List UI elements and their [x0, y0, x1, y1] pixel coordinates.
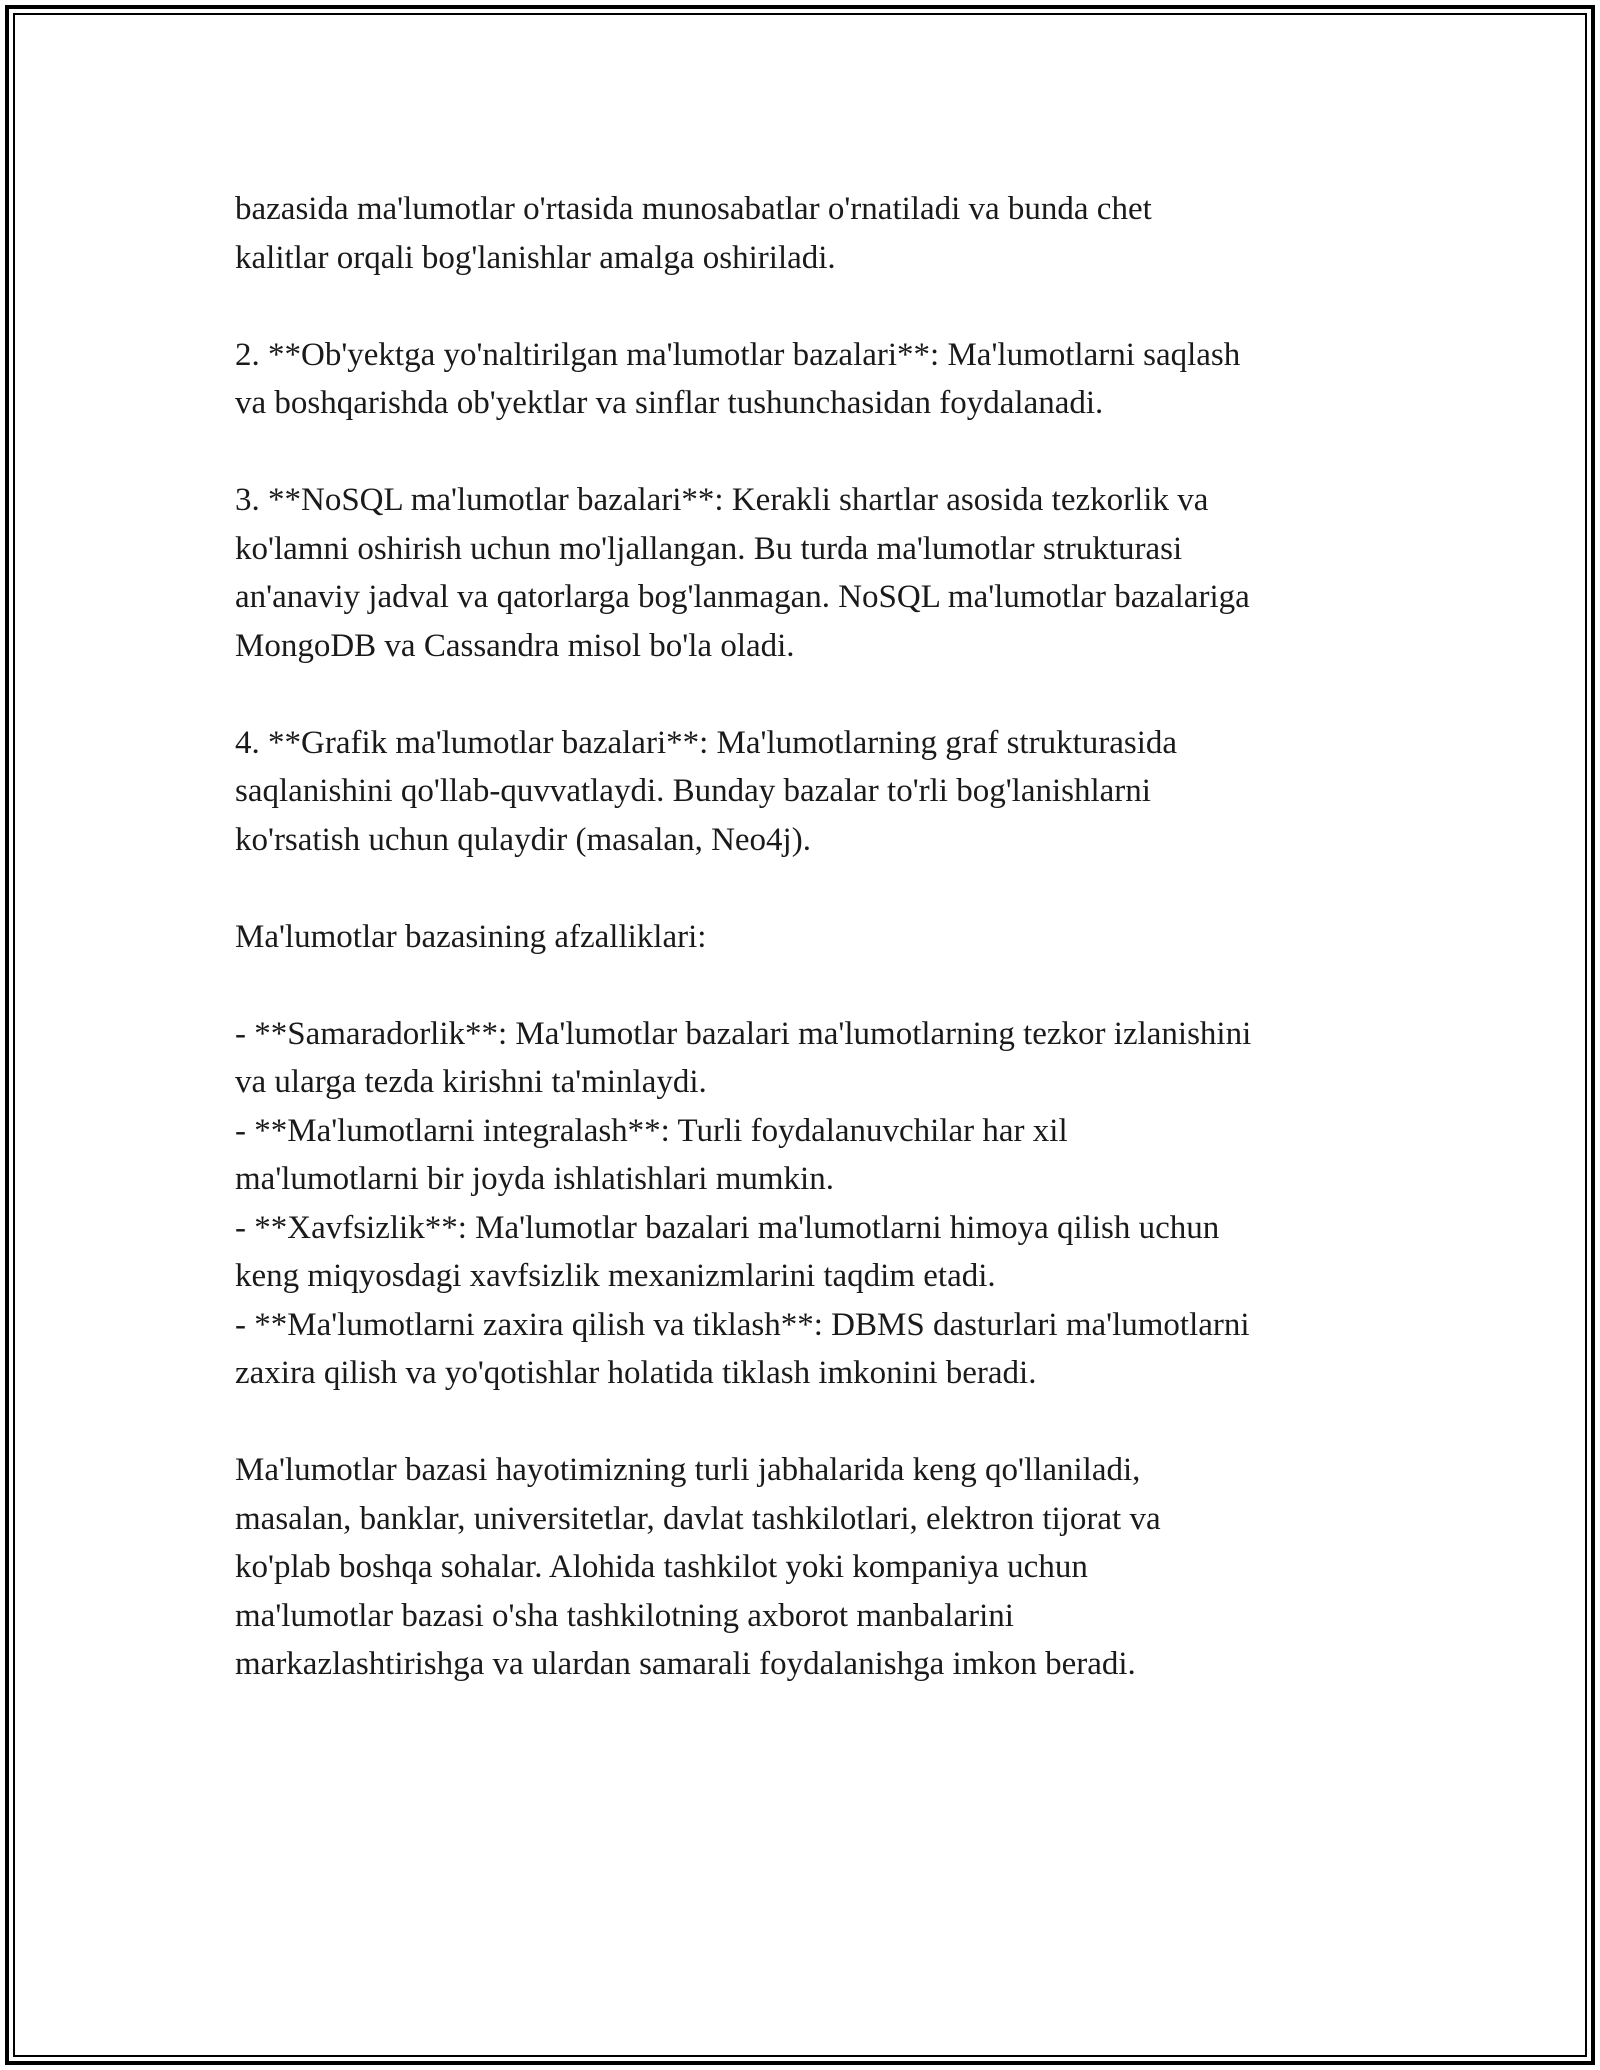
text-line: 3. **NoSQL ma'lumotlar bazalari**: Kerakli shartlar asosida tezkorlik va	[235, 482, 1209, 518]
section-heading: Ma'lumotlar bazasining afzalliklari:	[235, 918, 707, 955]
text-line: va boshqarishda ob'yektlar va sinflar tushunchasidan foydalanadi.	[235, 385, 1104, 421]
document-body	[235, 185, 1415, 1689]
paragraph-gap	[235, 961, 1415, 1010]
text-line: ko'rsatish uchun qulaydir (masalan, Neo4j).	[235, 821, 811, 858]
paragraph-gap	[235, 864, 1415, 913]
bullet-line: - **Ma'lumotlarni integralash**: Turli foydalanuvchilar har xil	[235, 1112, 1068, 1149]
text-line: markazlashtirishga va ulardan samarali foydalanishga imkon beradi.	[235, 1646, 1136, 1682]
paragraph-gap	[235, 428, 1415, 477]
bullet-line: - **Ma'lumotlarni zaxira qilish va tiklash**: DBMS dasturlari ma'lumotlarni	[235, 1306, 1250, 1343]
text-line: bazasida ma'lumotlar o'rtasida munosabatlar o'rnatiladi va bunda chet	[235, 191, 1152, 227]
text-line: ko'lamni oshirish uchun mo'ljallangan. Bu turda ma'lumotlar strukturasi	[235, 530, 1183, 567]
text-line: 4. **Grafik ma'lumotlar bazalari**: Ma'lumotlarning graf strukturasida	[235, 724, 1178, 761]
text-line: 2. **Ob'yektga yo'naltirilgan ma'lumotlar bazalari**: Ma'lumotlarni saqlash	[235, 336, 1241, 373]
text-line: ko'plab boshqa sohalar. Alohida tashkilot yoki kompaniya uchun	[235, 1549, 1088, 1585]
text-line: masalan, banklar, universitetlar, davlat tashkilotlari, elektron tijorat va	[235, 1500, 1161, 1537]
text-line: an'anaviy jadval va qatorlarga bog'lanmagan. NoSQL ma'lumotlar bazalariga	[235, 579, 1250, 615]
text-line: saqlanishini qo'llab-quvvatlaydi. Bunday bazalar to'rli bog'lanishlarni	[235, 773, 1151, 809]
bullet-line: - **Samaradorlik**: Ma'lumotlar bazalari ma'lumotlarning tezkor izlanishini	[235, 1015, 1252, 1052]
bullet-line: keng miqyosdagi xavfsizlik mexanizmlarini taqdim etadi.	[235, 1258, 996, 1294]
bullet-line: - **Xavfsizlik**: Ma'lumotlar bazalari ma'lumotlarni himoya qilish uchun	[235, 1209, 1220, 1246]
text-line: kalitlar orqali bog'lanishlar amalga oshiriladi.	[235, 239, 836, 276]
text-line: MongoDB va Cassandra misol bo'la oladi.	[235, 627, 795, 664]
bullet-line: ma'lumotlarni bir joyda ishlatishlari mumkin.	[235, 1161, 834, 1197]
paragraph-gap	[235, 670, 1415, 719]
text-line: ma'lumotlar bazasi o'sha tashkilotning axborot manbalarini	[235, 1597, 1014, 1634]
paragraph-gap	[235, 282, 1415, 331]
bullet-line: va ularga tezda kirishni ta'minlaydi.	[235, 1064, 707, 1100]
paragraph-gap	[235, 1398, 1415, 1447]
bullet-line: zaxira qilish va yo'qotishlar holatida tiklash imkonini beradi.	[235, 1355, 1037, 1391]
text-line: Ma'lumotlar bazasi hayotimizning turli jabhalarida keng qo'llaniladi,	[235, 1452, 1141, 1488]
